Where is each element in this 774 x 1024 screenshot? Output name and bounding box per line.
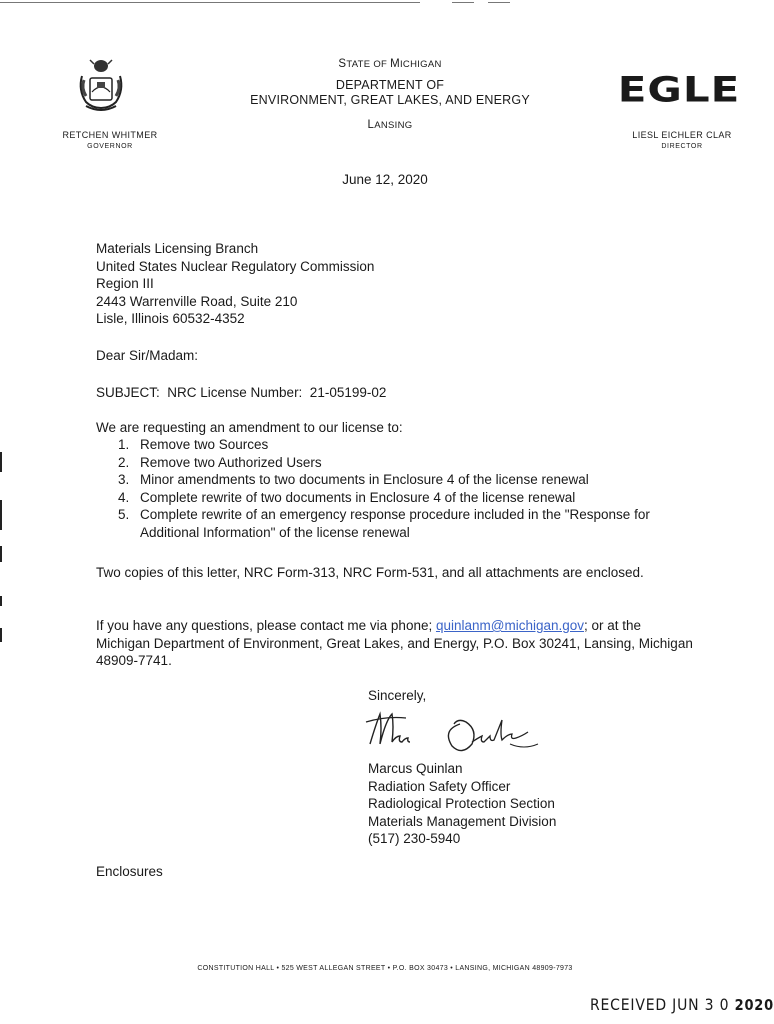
- letter-date: June 12, 2020: [342, 172, 428, 187]
- signer-name: Marcus Quinlan: [368, 761, 463, 776]
- request-intro: We are requesting an amendment to our license to:: [96, 420, 403, 435]
- scan-edge-mark: [0, 452, 2, 472]
- signer-title: Radiation Safety Officer: [368, 778, 511, 794]
- list-item: 2. Remove two Authorized Users: [118, 454, 322, 470]
- footer-address: CONSTITUTION HALL • 525 WEST ALLEGAN STREET • P.O. BOX 30473 • LANSING, MICHIGAN 48909-7973: [197, 965, 573, 972]
- signer-phone: (517) 230-5940: [368, 831, 461, 846]
- list-item: 5. Complete rewrite of an emergency response procedure included in the "Response for Additional Information" of the license renewal: [118, 507, 650, 540]
- address-line: United States Nuclear Regulatory Commission: [96, 258, 375, 274]
- salutation: Dear Sir/Madam:: [96, 348, 199, 363]
- state-heading: STATE OF MICHIGAN: [338, 58, 442, 70]
- city-heading: LANSING: [367, 119, 413, 131]
- signer-section: Radiological Protection Section: [368, 796, 555, 811]
- closing: Sincerely,: [368, 688, 427, 703]
- address-line: Region III: [96, 276, 154, 291]
- subject-line: SUBJECT: NRC License Number: 21-05199-02: [96, 385, 387, 400]
- list-item: 3. Minor amendments to two documents in Enclosure 4 of the license renewal: [118, 472, 589, 487]
- michigan-seal-icon: [76, 56, 126, 116]
- address-line: Materials Licensing Branch: [96, 241, 259, 256]
- address-line: Lisle, Illinois 60532-4352: [96, 311, 245, 326]
- recipient-address: [96, 240, 374, 328]
- signer-division: Materials Management Division: [368, 813, 557, 829]
- top-mark: [488, 2, 510, 3]
- scan-edge-mark: [0, 546, 2, 562]
- address-line: 2443 Warrenville Road, Suite 210: [96, 293, 298, 309]
- email-link[interactable]: quinlanm@michigan.gov: [435, 618, 585, 633]
- signer-block: [368, 760, 556, 848]
- egle-logo: EGLE: [617, 69, 741, 110]
- department-name: DEPARTMENT OF ENVIRONMENT, GREAT LAKES, AND ENERGY: [250, 78, 530, 107]
- top-mark: [452, 2, 474, 3]
- governor-name: RETCHEN WHITMER: [62, 130, 158, 140]
- amendment-list: [118, 436, 660, 541]
- scan-edge-mark: [0, 628, 2, 642]
- signature: [360, 704, 580, 756]
- list-item: 1. Remove two Sources: [118, 437, 269, 452]
- copies-paragraph: Two copies of this letter, NRC Form-313, NRC Form-531, and all attachments are enclosed.: [96, 565, 644, 580]
- director-name: LIESL EICHLER CLAR: [632, 130, 732, 140]
- top-rule: [0, 2, 420, 3]
- enclosures-note: Enclosures: [96, 864, 163, 879]
- contact-paragraph: If you have any questions, please contact me via phone; quinlanm@michigan.gov; or at the Michigan Department of Environment, Great Lakes, and Energy, P.O. Box 30241, Lansing, Michigan 48909-7741.: [96, 618, 693, 668]
- list-item: 4. Complete rewrite of two documents in Enclosure 4 of the license renewal: [118, 489, 576, 505]
- governor-title: GOVERNOR: [87, 143, 133, 150]
- director-title: DIRECTOR: [661, 143, 703, 150]
- scan-edge-mark: [0, 596, 2, 606]
- scan-edge-mark: [0, 500, 2, 530]
- received-stamp: RECEIVED JUN 3 0 2020: [590, 996, 774, 1015]
